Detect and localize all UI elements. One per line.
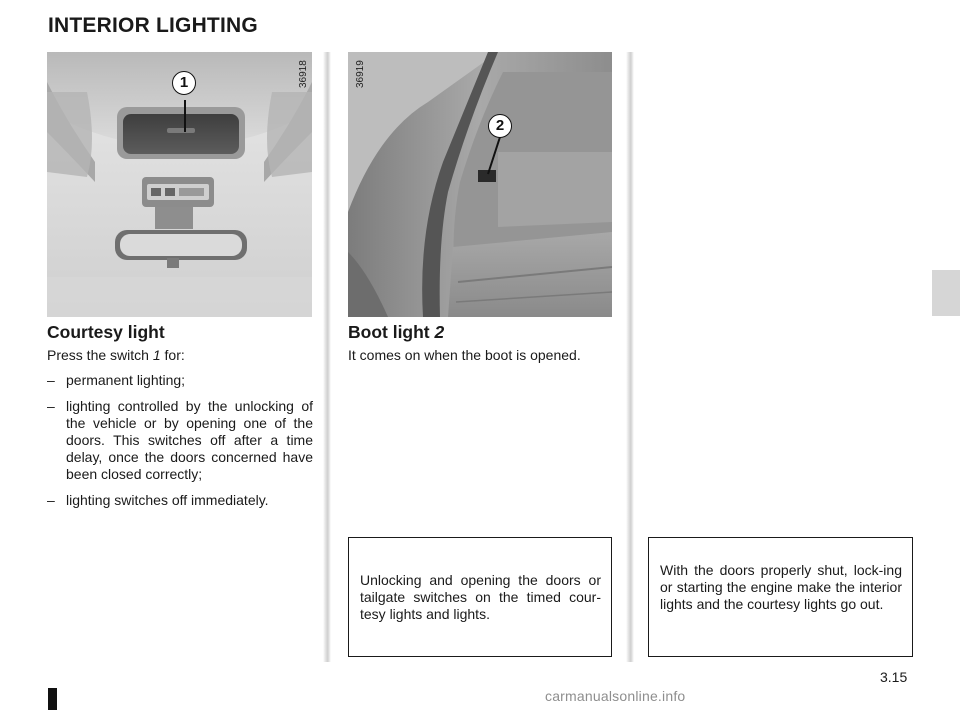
note-text: With the doors properly shut, lock-ing or starting the engine make the interior lights and the courtesy lights go out. [660,562,902,612]
page-number: 3.15 [880,669,908,685]
list-item [47,372,313,389]
list-item [47,492,313,509]
courtesy-light-intro [47,347,185,364]
boot-light-heading [348,322,444,343]
section-tab [932,270,960,316]
boot-light-photo [348,52,612,317]
list-item-text: lighting switches off immediately. [66,492,269,508]
list-item-text: lighting controlled by the unlocking of the vehicle or by opening one of the doors. This switches off after a time delay, once the doors concerned have been closed correctly; [66,398,313,482]
image-reference: 36919 [355,60,366,88]
column-divider [626,52,634,662]
boot-light-text: It comes on when the boot is opened. [348,347,581,363]
column-divider [323,52,331,662]
image-reference: 36918 [298,60,309,88]
intro-ref: 1 [152,347,161,363]
corner-mark [48,688,57,710]
note-box-unlocking [348,537,612,657]
list-dash: – [47,398,55,414]
list-item-text: permanent lighting; [66,372,186,388]
list-item [47,398,313,483]
boot-light-ref: 2 [434,322,445,342]
callout-1: 1 [172,71,196,95]
list-dash: – [47,492,55,508]
watermark: carmanualsonline.info [545,688,686,704]
list-dash: – [47,372,55,388]
page-title: INTERIOR LIGHTING [48,14,258,37]
courtesy-light-list [47,372,313,518]
boot-light-title: Boot light [348,322,430,342]
courtesy-light-heading: Courtesy light [47,322,165,342]
note-box-locking [648,537,913,657]
note-text: Unlocking and opening the doors or tailgate switches on the timed cour-tesy lights and lights. [360,572,601,622]
intro-suffix: for: [160,347,185,363]
callout-2: 2 [488,114,512,138]
intro-prefix: Press the switch [47,347,153,363]
